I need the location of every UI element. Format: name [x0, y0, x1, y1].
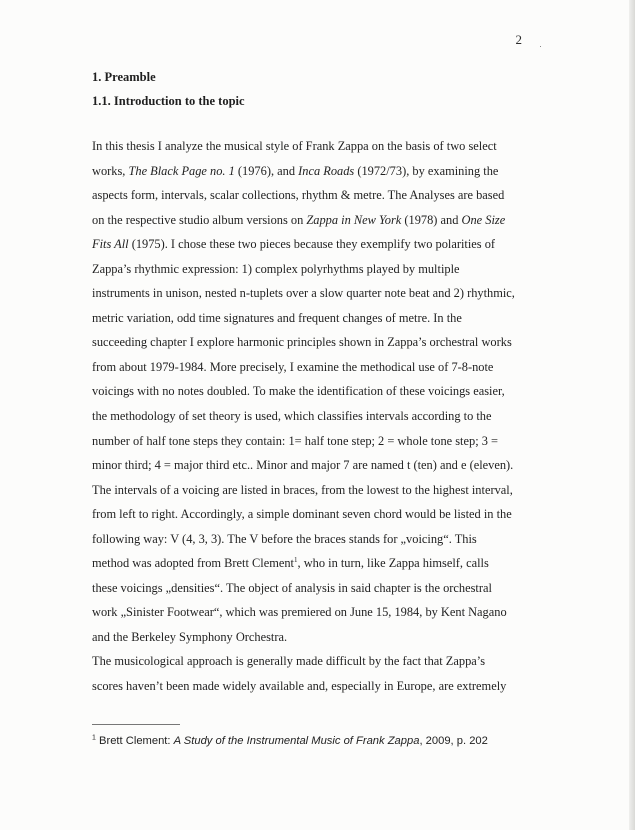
text-run: minor third; 4 = major third etc.. Minor and major 7 are named t (ten) and e (eleven).	[92, 458, 514, 473]
text-run: metric variation, odd time signatures and frequent changes of metre. In the	[92, 310, 462, 325]
body-line	[92, 502, 532, 527]
text-run: from about 1979-1984. More precisely, I examine the methodical use of 7-8-note	[92, 359, 494, 374]
footnote-rest: , 2009, p. 202	[419, 735, 488, 747]
body-line	[92, 478, 532, 503]
subsection-heading: 1.1. Introduction to the topic	[92, 94, 245, 108]
text-run: and the Berkeley Symphony Orchestra.	[92, 629, 288, 644]
body-line	[92, 674, 532, 699]
scan-speck	[540, 46, 541, 47]
body-line	[92, 355, 532, 380]
text-run: method was adopted from Brett Clement	[92, 556, 294, 571]
body-line	[92, 527, 532, 552]
footnote	[92, 735, 532, 747]
text-run: (1972/73), by examining the	[354, 163, 499, 178]
body-line	[92, 159, 532, 184]
body-line	[92, 232, 532, 257]
body-line	[92, 453, 532, 478]
text-run: number of half tone steps they contain: 1= half tone step; 2 = whole tone step; 3 =	[92, 433, 499, 448]
text-run: voicings with no notes doubled. To make the identification of these voicings easier,	[92, 384, 505, 399]
italic-title: Fits All	[92, 237, 129, 252]
text-run: succeeding chapter I explore harmonic principles shown in Zappa’s orchestral works	[92, 335, 512, 350]
italic-title: One Size	[461, 212, 506, 227]
headings	[92, 68, 532, 110]
text-run: the methodology of set theory is used, which classifies intervals according to the	[92, 409, 492, 424]
text-run: scores haven’t been made widely available and, especially in Europe, are extremely	[92, 679, 507, 694]
body-line	[92, 649, 532, 674]
footnote-separator	[92, 724, 180, 725]
body-line	[92, 600, 532, 625]
footnote-title: A Study of the Instrumental Music of Frank Zappa	[173, 735, 420, 747]
body-line	[92, 257, 532, 282]
body-line	[92, 330, 532, 355]
text-run: , who in turn, like Zappa himself, calls	[297, 556, 489, 571]
text-run: work „Sinister Footwear“, which was premiered on June 15, 1984, by Kent Nagano	[92, 605, 507, 620]
footnote-marker: 1	[92, 734, 96, 742]
body-paragraphs	[92, 134, 532, 699]
text-run: instruments in unison, nested n-tuplets over a slow quarter note beat and 2) rhythmic,	[92, 286, 515, 301]
text-run: (1975). I chose these two pieces because they exemplify two polarities of	[128, 237, 496, 252]
body-line	[92, 306, 532, 331]
body-line	[92, 183, 532, 208]
body-line	[92, 134, 532, 159]
text-run: (1976), and	[234, 163, 299, 178]
text-run: these voicings „densities“. The object of analysis in said chapter is the orchestral	[92, 580, 492, 595]
body-line	[92, 551, 532, 576]
text-run: In this thesis I analyze the musical style of Frank Zappa on the basis of two select	[92, 139, 497, 153]
text-run: The musicological approach is generally made difficult by the fact that Zappa’s	[92, 654, 486, 669]
text-run: The intervals of a voicing are listed in braces, from the lowest to the highest interval,	[92, 482, 513, 497]
section-heading: 1. Preamble	[92, 70, 156, 84]
page-number: 2	[515, 32, 522, 47]
scan-edge-shadow	[629, 0, 635, 830]
body-line	[92, 208, 532, 233]
body-line	[92, 379, 532, 404]
italic-title: Inca Roads	[298, 163, 355, 178]
body-line	[92, 625, 532, 650]
body-line	[92, 281, 532, 306]
body-line	[92, 404, 532, 429]
text-run: from left to right. Accordingly, a simple dominant seven chord would be listed in the	[92, 507, 512, 522]
text-run: Zappa’s rhythmic expression: 1) complex polyrhythms played by multiple	[92, 261, 460, 276]
text-run: following way: V (4, 3, 3). The V before the braces stands for „voicing“. This	[92, 531, 477, 546]
italic-title: The Black Page no. 1	[128, 163, 235, 178]
body-line	[92, 429, 532, 454]
footnote-reference: 1	[294, 556, 298, 565]
text-run: aspects form, intervals, scalar collections, rhythm & metre. The Analyses are based	[92, 188, 505, 203]
footnote-author: Brett Clement:	[95, 735, 174, 747]
body-line	[92, 576, 532, 601]
text-run: (1978) and	[401, 212, 462, 227]
italic-title: Zappa in New York	[306, 212, 402, 227]
text-run: on the respective studio album versions on	[92, 212, 307, 227]
text-run: works,	[92, 163, 129, 178]
